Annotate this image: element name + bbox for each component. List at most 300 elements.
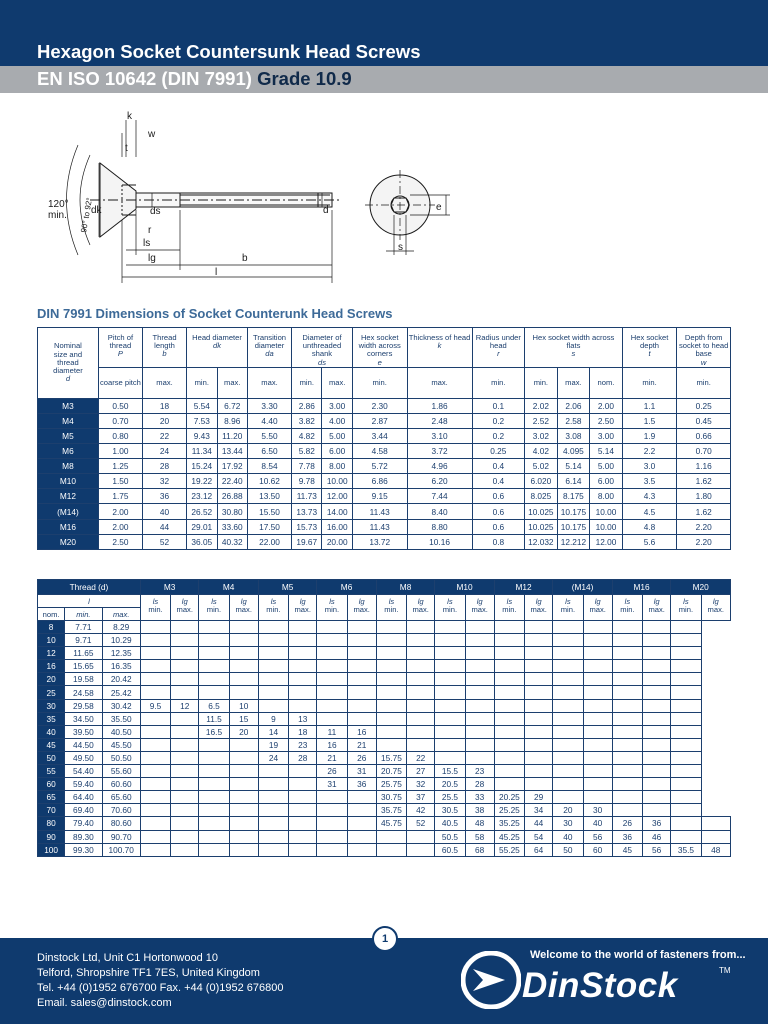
length-value-cell xyxy=(671,647,701,660)
length-value-cell xyxy=(465,699,494,712)
length-value-cell xyxy=(435,686,465,699)
length-value-cell xyxy=(140,725,170,738)
length-value-cell xyxy=(553,778,583,791)
dims-col-header xyxy=(142,328,186,368)
length-value-cell xyxy=(435,647,465,660)
length-value-cell: 16 xyxy=(347,725,376,738)
length-table-row xyxy=(38,660,731,673)
length-value-cell xyxy=(407,686,435,699)
dims-col-symbol: e xyxy=(377,357,382,367)
length-value-cell: 23 xyxy=(465,765,494,778)
length-value-cell: 31 xyxy=(317,778,347,791)
length-value-cell xyxy=(258,647,288,660)
dims-value-cell: 20.00 xyxy=(322,534,352,549)
length-value-cell: 69.40 xyxy=(65,804,102,817)
dims-value-cell: 3.00 xyxy=(590,429,623,444)
length-value-cell: 11 xyxy=(317,725,347,738)
dims-value-cell: 8.96 xyxy=(217,413,247,428)
length-value-cell xyxy=(671,751,701,764)
length-value-cell xyxy=(140,843,170,856)
dims-value-cell: 2.50 xyxy=(98,534,142,549)
length-value-cell: 44.50 xyxy=(65,738,102,751)
length-value-cell: 30.42 xyxy=(102,699,140,712)
address-line-1: Dinstock Ltd, Unit C1 Hortonwood 10 xyxy=(37,952,218,964)
dims-value-cell: 44 xyxy=(142,519,186,534)
length-value-cell xyxy=(229,686,258,699)
thread-size-cell: M5 xyxy=(38,429,99,444)
length-value-cell xyxy=(258,843,288,856)
dims-value-cell: 0.70 xyxy=(677,444,731,459)
length-value-cell xyxy=(347,660,376,673)
length-table-row xyxy=(38,765,731,778)
length-value-cell: 40 xyxy=(583,817,612,830)
length-value-cell xyxy=(317,817,347,830)
length-value-cell: 19 xyxy=(258,738,288,751)
length-value-cell: 40.5 xyxy=(435,817,465,830)
dims-value-cell: 10.025 xyxy=(525,519,558,534)
ls-symbol: ls xyxy=(270,597,277,606)
length-value-cell xyxy=(525,712,553,725)
lg-max-label: max. xyxy=(530,605,547,615)
length-value-cell: 29 xyxy=(525,791,553,804)
dims-value-cell: 10.175 xyxy=(557,519,590,534)
nominal-length-cell: 50 xyxy=(38,751,65,764)
length-value-cell xyxy=(258,791,288,804)
length-value-cell: 28 xyxy=(289,751,317,764)
dims-value-cell: 6.020 xyxy=(525,474,558,489)
dims-sub-header: min. xyxy=(622,367,677,398)
dims-col-symbol: t xyxy=(648,349,651,359)
dims-value-cell: 0.2 xyxy=(472,413,524,428)
length-value-cell: 45.75 xyxy=(376,817,406,830)
length-value-cell xyxy=(435,660,465,673)
dims-sub-header: min. xyxy=(187,367,217,398)
dims-sub-header: max. xyxy=(247,367,291,398)
dims-value-cell: 2.2 xyxy=(622,444,677,459)
nominal-length-cell: 45 xyxy=(38,738,65,751)
dims-value-cell: 18 xyxy=(142,398,186,413)
length-value-cell: 20.25 xyxy=(494,791,524,804)
length-value-cell: 9 xyxy=(258,712,288,725)
dims-sub-header: max. xyxy=(557,367,590,398)
length-value-cell xyxy=(140,830,170,843)
length-value-cell: 11.5 xyxy=(199,712,229,725)
length-value-cell xyxy=(289,699,317,712)
dims-value-cell: 15.50 xyxy=(247,504,291,519)
dims-value-cell: 12.032 xyxy=(525,534,558,549)
length-value-cell xyxy=(376,843,406,856)
length-value-cell: 21 xyxy=(317,751,347,764)
standard-label: EN ISO 10642 (DIN 7991) xyxy=(37,68,252,89)
ls-symbol: ls xyxy=(211,597,217,606)
length-value-cell: 9.71 xyxy=(65,634,102,647)
dims-value-cell: 40.32 xyxy=(217,534,247,549)
length-value-cell xyxy=(199,660,229,673)
dims-value-cell: 0.25 xyxy=(677,398,731,413)
length-value-cell xyxy=(701,817,730,830)
lg-symbol: lg xyxy=(535,597,542,606)
dims-value-cell: 2.52 xyxy=(525,413,558,428)
ls-min-label: min. xyxy=(678,605,694,615)
length-value-cell xyxy=(171,660,199,673)
dims-value-cell: 6.00 xyxy=(590,474,623,489)
length-value-cell xyxy=(494,712,524,725)
length-value-cell: 70.60 xyxy=(102,804,140,817)
length-value-cell: 32 xyxy=(407,778,435,791)
length-value-cell xyxy=(317,804,347,817)
length-value-cell xyxy=(465,712,494,725)
nominal-length-cell: 60 xyxy=(38,778,65,791)
dims-col-symbol: da xyxy=(265,349,274,359)
lg-header xyxy=(289,595,317,621)
length-value-cell xyxy=(171,738,199,751)
length-value-cell xyxy=(583,673,612,686)
nominal-length-cell: 65 xyxy=(38,791,65,804)
length-value-cell: 56 xyxy=(643,843,671,856)
length-value-cell: 9.5 xyxy=(140,699,170,712)
length-value-cell: 15.75 xyxy=(376,751,406,764)
length-value-cell xyxy=(612,712,642,725)
length-value-cell: 36 xyxy=(347,778,376,791)
dims-value-cell: 10.025 xyxy=(525,504,558,519)
dims-col-label: Thickness of head xyxy=(408,333,471,342)
ls-header xyxy=(258,595,288,621)
lg-max-label: max. xyxy=(176,605,193,615)
dims-value-cell: 22.00 xyxy=(247,534,291,549)
length-value-cell xyxy=(525,634,553,647)
dims-value-cell: 15.73 xyxy=(292,519,322,534)
length-value-cell xyxy=(199,791,229,804)
length-value-cell: 35.50 xyxy=(102,712,140,725)
dims-value-cell: 13.73 xyxy=(292,504,322,519)
length-value-cell xyxy=(643,621,671,634)
nominal-length-cell: 16 xyxy=(38,660,65,673)
length-value-cell xyxy=(289,804,317,817)
dims-value-cell: 1.80 xyxy=(677,489,731,504)
lg-max-label: max. xyxy=(235,605,252,615)
length-value-cell xyxy=(199,686,229,699)
length-value-cell xyxy=(643,751,671,764)
length-value-cell xyxy=(229,830,258,843)
length-value-cell xyxy=(171,804,199,817)
length-value-cell xyxy=(347,817,376,830)
dims-value-cell: 19.22 xyxy=(187,474,217,489)
nominal-length-cell: 30 xyxy=(38,699,65,712)
ls-min-label: min. xyxy=(324,605,340,615)
dims-table-row xyxy=(38,444,731,459)
length-value-cell: 54.40 xyxy=(65,765,102,778)
dinstock-logo: DinStock xyxy=(522,966,678,1005)
length-value-cell xyxy=(140,634,170,647)
ls-header xyxy=(317,595,347,621)
nominal-length-cell: 25 xyxy=(38,686,65,699)
length-value-cell xyxy=(376,699,406,712)
dims-sub-header: max. xyxy=(407,367,472,398)
dims-value-cell: 33.60 xyxy=(217,519,247,534)
length-value-cell xyxy=(525,660,553,673)
length-value-cell xyxy=(671,673,701,686)
label-angle2: 90° to 92° xyxy=(79,197,95,234)
nominal-length-cell: 80 xyxy=(38,817,65,830)
screw-diagram xyxy=(30,105,470,295)
length-value-cell xyxy=(317,660,347,673)
nominal-header-line: size and xyxy=(53,349,83,359)
nominal-length-cell: 12 xyxy=(38,647,65,660)
dims-value-cell: 52 xyxy=(142,534,186,549)
dims-value-cell: 4.82 xyxy=(292,429,322,444)
dims-value-cell: 4.00 xyxy=(322,413,352,428)
dims-value-cell: 10.62 xyxy=(247,474,291,489)
dims-col-label: Diameter of unthreaded shank xyxy=(302,333,342,359)
ls-symbol: ls xyxy=(683,597,689,606)
dims-value-cell: 3.44 xyxy=(352,429,407,444)
length-value-cell xyxy=(525,673,553,686)
dims-value-cell: 13.44 xyxy=(217,444,247,459)
length-value-cell xyxy=(643,634,671,647)
phone-fax: Tel. +44 (0)1952 676700 Fax. +44 (0)1952 676800 xyxy=(37,982,284,994)
length-value-cell: 28 xyxy=(465,778,494,791)
dims-value-cell: 4.095 xyxy=(557,444,590,459)
length-value-cell: 18 xyxy=(289,725,317,738)
length-table-row xyxy=(38,673,731,686)
length-value-cell xyxy=(229,843,258,856)
length-value-cell xyxy=(171,621,199,634)
length-value-cell xyxy=(171,673,199,686)
length-value-cell: 16.5 xyxy=(199,725,229,738)
length-value-cell: 54 xyxy=(525,830,553,843)
dims-col-symbol: k xyxy=(437,341,442,351)
ls-header xyxy=(553,595,583,621)
length-value-cell: 21 xyxy=(347,738,376,751)
length-value-cell xyxy=(612,778,642,791)
length-value-cell: 7.71 xyxy=(65,621,102,634)
length-value-cell xyxy=(612,791,642,804)
length-value-cell: 100.70 xyxy=(102,843,140,856)
dims-value-cell: 12.00 xyxy=(322,489,352,504)
dims-value-cell: 23.12 xyxy=(187,489,217,504)
dims-value-cell: 0.50 xyxy=(98,398,142,413)
length-value-cell xyxy=(347,830,376,843)
thread-size-cell: M20 xyxy=(38,534,99,549)
length-value-cell: 45.25 xyxy=(494,830,524,843)
standard-subtitle xyxy=(37,68,352,90)
length-value-cell xyxy=(671,725,701,738)
dims-value-cell: 1.50 xyxy=(98,474,142,489)
dims-col-header xyxy=(622,328,677,368)
dims-value-cell: 2.58 xyxy=(557,413,590,428)
dims-table-row xyxy=(38,459,731,474)
dims-value-cell: 2.02 xyxy=(525,398,558,413)
length-value-cell xyxy=(407,725,435,738)
length-value-cell: 22 xyxy=(407,751,435,764)
dims-col-symbol: ds xyxy=(317,357,326,367)
length-value-cell xyxy=(347,843,376,856)
length-value-cell xyxy=(494,621,524,634)
length-value-cell xyxy=(643,791,671,804)
length-value-cell xyxy=(435,699,465,712)
dims-value-cell: 5.50 xyxy=(247,429,291,444)
length-value-cell: 15 xyxy=(229,712,258,725)
length-table-row xyxy=(38,621,731,634)
length-value-cell xyxy=(289,660,317,673)
length-value-cell xyxy=(289,621,317,634)
length-value-cell xyxy=(525,778,553,791)
dims-value-cell: 4.02 xyxy=(525,444,558,459)
length-value-cell xyxy=(583,660,612,673)
length-value-cell xyxy=(140,712,170,725)
length-value-cell: 25.25 xyxy=(494,804,524,817)
length-value-cell xyxy=(347,699,376,712)
dims-value-cell: 3.72 xyxy=(407,444,472,459)
length-value-cell xyxy=(583,778,612,791)
length-value-cell: 15.65 xyxy=(65,660,102,673)
length-value-cell: 30.5 xyxy=(435,804,465,817)
dims-value-cell: 1.16 xyxy=(677,459,731,474)
dims-value-cell: 2.20 xyxy=(677,519,731,534)
dims-col-header xyxy=(98,328,142,368)
length-value-cell: 55.60 xyxy=(102,765,140,778)
length-value-cell xyxy=(494,699,524,712)
dims-table-title: DIN 7991 Dimensions of Socket Counterunk Head Screws xyxy=(37,306,393,321)
length-value-cell xyxy=(317,791,347,804)
ls-header xyxy=(199,595,229,621)
dims-value-cell: 5.02 xyxy=(525,459,558,474)
length-value-cell: 36 xyxy=(612,830,642,843)
length-value-cell xyxy=(583,699,612,712)
dims-value-cell: 36.05 xyxy=(187,534,217,549)
length-value-cell xyxy=(671,686,701,699)
length-value-cell xyxy=(465,751,494,764)
dims-value-cell: 22.40 xyxy=(217,474,247,489)
length-value-cell: 25.75 xyxy=(376,778,406,791)
length-value-cell xyxy=(494,660,524,673)
dimensions-table xyxy=(37,327,731,550)
dims-value-cell: 29.01 xyxy=(187,519,217,534)
dims-value-cell: 2.30 xyxy=(352,398,407,413)
dims-col-header xyxy=(677,328,731,368)
thread-size-cell: M3 xyxy=(38,398,99,413)
dims-value-cell: 32 xyxy=(142,474,186,489)
size-header: M8 xyxy=(376,580,434,595)
ls-header xyxy=(671,595,701,621)
length-value-cell: 36 xyxy=(643,817,671,830)
nominal-length-cell: 70 xyxy=(38,804,65,817)
lg-header xyxy=(701,595,730,621)
length-value-cell xyxy=(435,673,465,686)
length-value-cell: 39.50 xyxy=(65,725,102,738)
length-value-cell xyxy=(407,738,435,751)
dims-value-cell: 1.75 xyxy=(98,489,142,504)
length-value-cell xyxy=(199,738,229,751)
dims-value-cell: 6.20 xyxy=(407,474,472,489)
length-value-cell xyxy=(317,712,347,725)
dims-value-cell: 40 xyxy=(142,504,186,519)
length-value-cell xyxy=(199,647,229,660)
dims-value-cell: 4.96 xyxy=(407,459,472,474)
length-value-cell: 52 xyxy=(407,817,435,830)
dims-value-cell: 2.86 xyxy=(292,398,322,413)
length-value-cell xyxy=(525,647,553,660)
length-value-cell xyxy=(140,673,170,686)
welcome-tagline: Welcome to the world of fasteners from... xyxy=(530,949,746,961)
dims-value-cell: 22 xyxy=(142,429,186,444)
length-value-cell: 29.58 xyxy=(65,699,102,712)
ls-min-label: min. xyxy=(620,605,635,615)
dims-value-cell: 0.70 xyxy=(98,413,142,428)
dims-sub-header: min. xyxy=(292,367,322,398)
lg-header xyxy=(583,595,612,621)
length-value-cell xyxy=(407,712,435,725)
dims-value-cell: 0.66 xyxy=(677,429,731,444)
length-value-cell xyxy=(140,621,170,634)
length-value-cell xyxy=(643,804,671,817)
length-value-cell xyxy=(671,699,701,712)
dims-col-label: Depth from socket to head base xyxy=(678,333,729,359)
length-value-cell: 60.5 xyxy=(435,843,465,856)
dims-value-cell: 10.00 xyxy=(590,519,623,534)
length-value-cell xyxy=(612,725,642,738)
length-value-cell: 24 xyxy=(258,751,288,764)
dims-col-header xyxy=(187,328,248,368)
length-value-cell xyxy=(229,738,258,751)
length-value-cell: 14 xyxy=(258,725,288,738)
label-angle1b: min. xyxy=(48,210,67,221)
length-value-cell xyxy=(171,751,199,764)
dims-value-cell: 8.00 xyxy=(322,459,352,474)
dims-table-row xyxy=(38,474,731,489)
length-value-cell: 35.75 xyxy=(376,804,406,817)
length-value-cell: 6.5 xyxy=(199,699,229,712)
lg-max-label: max. xyxy=(471,605,488,615)
dims-value-cell: 19.67 xyxy=(292,534,322,549)
address-line-2: Telford, Shropshire TF1 7ES, United Kingdom xyxy=(37,967,260,979)
length-value-cell: 50.50 xyxy=(102,751,140,764)
length-value-cell xyxy=(376,686,406,699)
label-w: w xyxy=(148,129,156,140)
length-value-cell: 30 xyxy=(553,817,583,830)
length-value-cell xyxy=(229,621,258,634)
length-value-cell xyxy=(171,634,199,647)
length-value-cell xyxy=(289,778,317,791)
length-value-cell xyxy=(583,621,612,634)
dims-sub-header: max. xyxy=(142,367,186,398)
length-value-cell xyxy=(643,725,671,738)
length-value-cell xyxy=(671,712,701,725)
dims-value-cell: 1.1 xyxy=(622,398,677,413)
email: Email. sales@dinstock.com xyxy=(37,997,172,1009)
length-value-cell: 10.29 xyxy=(102,634,140,647)
length-value-cell xyxy=(643,765,671,778)
length-value-cell xyxy=(258,699,288,712)
length-value-cell xyxy=(407,699,435,712)
label-lg: lg xyxy=(148,253,156,264)
dims-value-cell: 3.08 xyxy=(557,429,590,444)
length-value-cell xyxy=(199,778,229,791)
length-value-cell: 58 xyxy=(465,830,494,843)
length-value-cell xyxy=(317,830,347,843)
length-value-cell: 65.60 xyxy=(102,791,140,804)
dims-value-cell: 15.24 xyxy=(187,459,217,474)
length-value-cell xyxy=(553,621,583,634)
length-value-cell xyxy=(553,660,583,673)
label-dk: dk xyxy=(91,205,102,216)
length-value-cell xyxy=(643,738,671,751)
thread-size-cell: M12 xyxy=(38,489,99,504)
length-value-cell: 90.70 xyxy=(102,830,140,843)
dims-value-cell: 5.82 xyxy=(292,444,322,459)
dims-col-header xyxy=(247,328,291,368)
length-value-cell xyxy=(583,791,612,804)
